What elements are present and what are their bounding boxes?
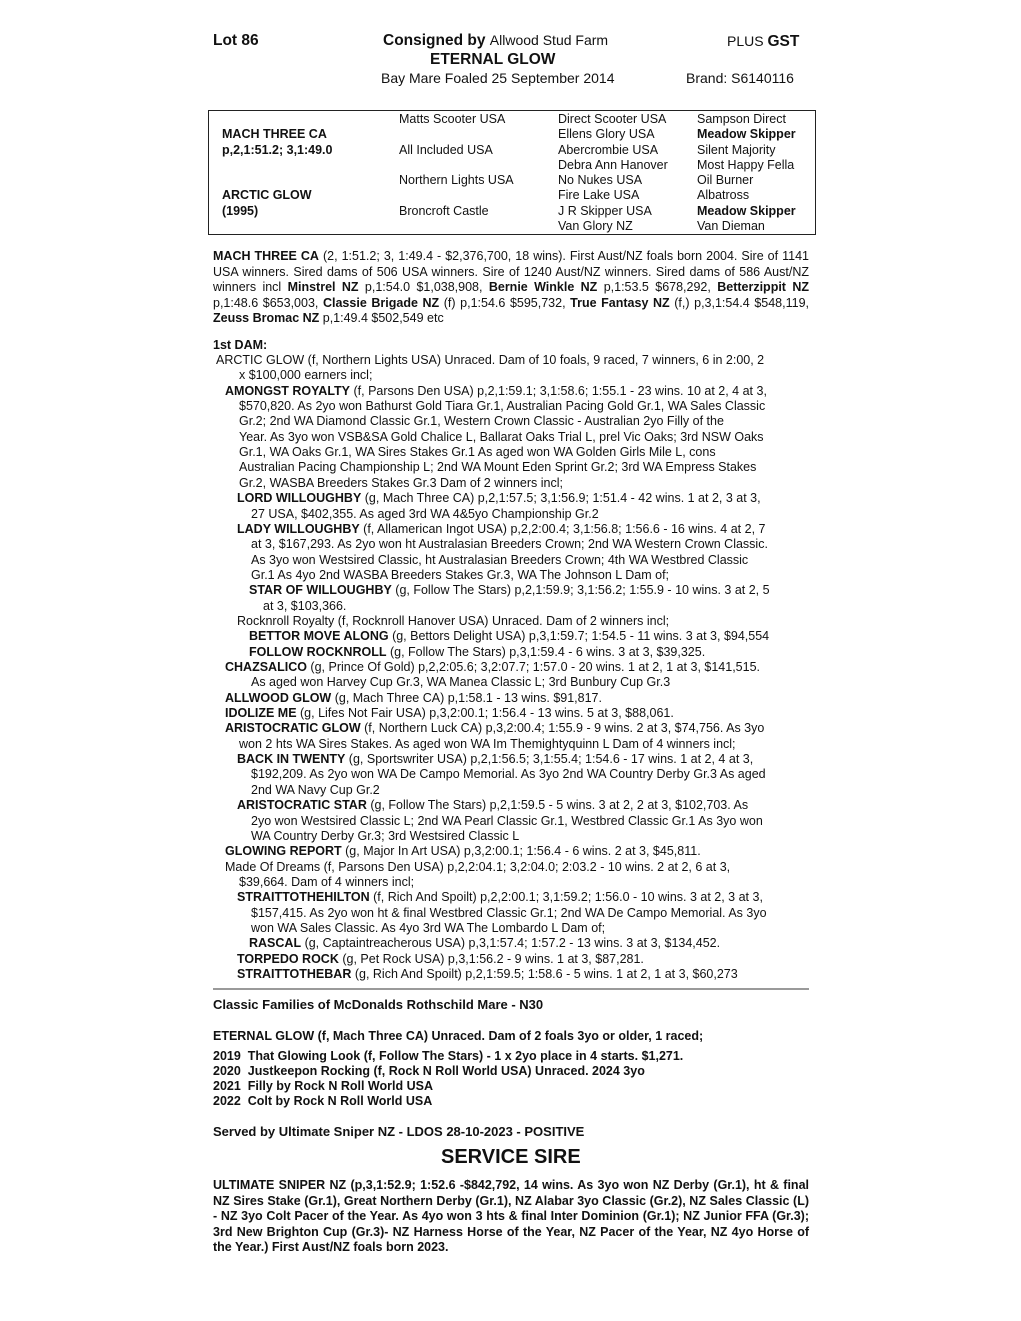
sire-text: (f) p,1:54.6 $595,732, [439, 295, 571, 310]
dam-line [251, 568, 669, 582]
gst-label: GST [767, 33, 800, 50]
pedigree-gen2: Northern Lights USA [399, 173, 514, 187]
progeny-year: 2019 [213, 1049, 241, 1063]
pedigree-dam-year: (1995) [222, 204, 259, 218]
progeny-text: That Glowing Look (f, Follow The Stars) - 1 x 2yo place in 4 starts. $1,271. [247, 1049, 684, 1063]
horse-name-bold: STAR OF WILLOUGHBY [249, 583, 392, 598]
pedigree-dam: ARCTIC GLOW [222, 188, 312, 202]
sire-text: p,1:49.4 $502,549 etc [319, 311, 444, 325]
dam-line-text: (g, Bettors Delight USA) p,3,1:59.7; 1:54.5 - 11 wins. 3 at 3, $94,554 [388, 629, 770, 644]
pedigree-gen2: Broncroft Castle [399, 204, 489, 218]
dam-line-text: As 3yo won Westsired Classic, ht Australasian Breeders Crown; 4th WA Westbred Classic [251, 552, 749, 567]
sire-text: (2, 1:51.2; 3, 1:49.4 - $2,376,700, 18 wins). First Aust/NZ foals born 2004. Sire of 1141 USA winners. Sired dams of 506 USA winners. Sire of 1240 Aust/NZ winners. Sired dams of 586 Aust/NZ winners incl [213, 249, 809, 294]
dam-line [237, 798, 748, 812]
dam-line [237, 752, 753, 766]
pedigree-gen3: Fire Lake USA [558, 188, 640, 202]
dam-line-text: As aged won Harvey Cup Gr.3, WA Manea Classic L; 3rd Bunbury Cup Gr.3 [251, 675, 671, 690]
dam-line [225, 706, 674, 720]
sire-highlight: True Fantasy NZ [570, 295, 670, 310]
pedigree-gen4: Van Dieman [697, 219, 765, 233]
dam-line [239, 414, 724, 428]
served-by: Served by Ultimate Sniper NZ - LDOS 28-10-2023 - POSITIVE [213, 1124, 585, 1139]
pedigree-gen3: Van Glory NZ [558, 219, 633, 233]
dam-line [239, 476, 563, 490]
dam-line [249, 629, 769, 643]
progeny-year: 2020 [213, 1064, 241, 1078]
dam-line [251, 507, 599, 521]
pedigree-gen3: Ellens Glory USA [558, 127, 655, 141]
dam-line-text: at 3, $167,293. As 2yo won ht Australasian Breeders Crown; 2nd WA Western Crown Classic. [251, 537, 768, 552]
foaled-info: Bay Mare Foaled 25 September 2014 [381, 70, 615, 86]
dam-line [239, 737, 736, 751]
dam-line-text: (g, Pet Rock USA) p,3,1:56.2 - 9 wins. 1 at 3, $87,281. [338, 951, 644, 966]
progeny-row [213, 1064, 645, 1078]
dam-line [216, 353, 764, 367]
sire-highlight: Zeuss Bromac NZ [213, 311, 320, 325]
pedigree-gen3: Direct Scooter USA [558, 112, 667, 126]
horse-name-bold: BETTOR MOVE ALONG [249, 629, 389, 644]
dam-line [251, 675, 670, 689]
dam-line-text: won 2 hts WA Sires Stakes. As aged won WA Im Themightyquinn L Dam of 4 winners incl; [239, 736, 736, 751]
horse-name-bold: STRAITTOTHEHILTON [237, 890, 370, 905]
dam-line-text: (g, Captaintreacherous USA) p,3,1:57.4; 1:57.2 - 13 wins. 3 at 3, $134,452. [301, 936, 721, 951]
progeny-text: Justkeepon Rocking (f, Rock N Roll World USA) Unraced. 2024 3yo [247, 1064, 645, 1078]
dam-line-text: (g, Follow The Stars) p,3,1:59.4 - 6 wins. 3 at 3, $39,325. [386, 644, 706, 659]
dam-line [237, 522, 765, 536]
horse-name-bold: ARISTOCRATIC STAR [237, 798, 367, 813]
dam-line-text: (g, Sportswriter USA) p,2,1:56.5; 3,1:55.4; 1:54.6 - 17 wins. 1 at 2, 4 at 3, [345, 752, 754, 767]
horse-name-bold: GLOWING REPORT [225, 844, 342, 859]
progeny-text: Colt by Rock N Roll World USA [247, 1094, 433, 1108]
sire-highlight: Bernie Winkle NZ [488, 280, 598, 294]
dam-line [225, 844, 701, 858]
dam-line-text: Made Of Dreams (f, Parsons Den USA) p,2,2:04.1; 3,2:04.0; 2:03.2 - 10 wins. 2 at 2, 6 at 3, [225, 859, 731, 874]
dam-line-text: $39,664. Dam of 4 winners incl; [239, 874, 415, 889]
sire-text: p,1:53.5 $678,292, [597, 280, 718, 294]
progeny-year: 2022 [213, 1094, 241, 1108]
dam-line-text: $192,209. As 2yo won WA De Campo Memorial. As 3yo 2nd WA Country Derby Gr.3 As aged [251, 767, 766, 782]
dam-line-text: (f, Rich And Spoilt) p,2,2:00.1; 3,1:59.2; 1:56.0 - 10 wins. 3 at 2, 3 at 3, [369, 890, 763, 905]
dam-line-text: Australian Pacing Championship L; 2nd WA Mount Eden Sprint Gr.2; 3rd WA Empress Stakes [239, 460, 757, 475]
dam-line [225, 860, 730, 874]
dam-line-text: Year. As 3yo won VSB&SA Gold Chalice L, Ballarat Oaks Trial L, prel Vic Oaks; 3rd NSW Oaks [239, 429, 764, 444]
dam-line-text: $157,415. As 2yo won ht & final Westbred Classic Gr.1; 2nd WA De Campo Memorial. As 3yo [251, 905, 767, 920]
dam-line-text: Gr.2, WASBA Breeders Stakes Gr.3 Dam of 2 winners incl; [239, 475, 563, 490]
sire-highlight: Minstrel NZ [287, 280, 359, 294]
dam-line-text: ARCTIC GLOW (f, Northern Lights USA) Unraced. Dam of 10 foals, 9 raced, 7 winners, 6 in 2:00, 2 [216, 353, 765, 367]
dam-line [251, 921, 605, 935]
horse-name-bold: STRAITTOTHEBAR [237, 967, 352, 981]
dam-line-text: (g, Follow The Stars) p,2,1:59.9; 3,1:56.2; 1:55.9 - 10 wins. 3 at 2, 5 [391, 583, 770, 598]
horse-name-bold: TORPEDO ROCK [237, 951, 339, 966]
pedigree-gen3: J R Skipper USA [558, 204, 652, 218]
dam-line [237, 967, 738, 981]
sire-paragraph [213, 249, 809, 327]
pedigree-gen4: Sampson Direct [697, 112, 786, 126]
pedigree-gen3: Abercrombie USA [558, 143, 659, 157]
dam-line-text: Gr.1 As 4yo 2nd WASBA Breeders Stakes Gr.3, WA The Johnson L Dam of; [251, 567, 670, 582]
horse-name-bold: ARISTOCRATIC GLOW [225, 721, 361, 736]
dam-line [237, 890, 763, 904]
dam-line [251, 814, 763, 828]
sire-highlight: Classie Brigade NZ [322, 295, 440, 310]
horse-name-bold: LADY WILLOUGHBY [237, 521, 360, 536]
dam-line-text: 2nd WA Navy Cup Gr.2 [251, 782, 380, 797]
dam-section-title: 1st DAM: [213, 338, 268, 352]
service-sire-text: ULTIMATE SNIPER NZ (p,3,1:52.9; 1:52.6 -$842,792, 14 wins. As 3yo won NZ Derby (Gr.1), ht & final NZ Sires Stake (Gr.1), Great Northern Derby (Gr.1), NZ Alabar 3yo Classic (Gr.2), NZ Sales Classic (L) - NZ 3yo Colt Pacer of the Year. As 4yo won 3 hts & final Inter Dominion (Gr.1); NZ Junior FFA (Gr.3); 3rd New Brighton Cup (Gr.3)- NZ Harness Horse of the Year, NZ Pacer of the Year, NZ 4yo Horse of the Year.) First Aust/NZ foals born 2023. [213, 1178, 809, 1254]
pedigree-gen3: No Nukes USA [558, 173, 643, 187]
consigned-by [383, 32, 608, 50]
dam-line [251, 783, 380, 797]
dam-line [237, 614, 669, 628]
dam-line [249, 936, 720, 950]
dam-line [251, 553, 748, 567]
lot-number: Lot 86 [213, 32, 259, 49]
plus-gst [727, 33, 799, 51]
dam-line [249, 583, 770, 597]
horse-name-bold: ALLWOOD GLOW [225, 690, 332, 705]
dam-line [239, 399, 765, 413]
dam-line [239, 445, 716, 459]
dam-line [225, 721, 764, 735]
classic-families: Classic Families of McDonalds Rothschild Mare - N30 [213, 997, 544, 1012]
dam-line-text: Gr.1, WA Oaks Gr.1, WA Sires Stakes Gr.1 As aged won WA Golden Girls Mile L, cons [239, 445, 716, 460]
sire-text: (f,) p,3,1:54.4 $548,119, [669, 295, 810, 310]
horse-name-bold: AMONGST ROYALTY [225, 383, 351, 398]
dam-line [225, 691, 602, 705]
sire-name: MACH THREE CA [213, 249, 319, 263]
dam-line-text: (g, Mach Three CA) p,2,1:57.5; 3,1:56.9; 1:51.4 - 42 wins. 1 at 2, 3 at 3, [361, 491, 761, 506]
consignor-name: Allwood Stud Farm [489, 32, 609, 48]
dam-line [249, 645, 705, 659]
consigned-label: Consigned by [383, 32, 486, 49]
dam-line [237, 491, 761, 505]
section-divider [213, 988, 809, 990]
dam-line [251, 767, 766, 781]
pedigree-sire: MACH THREE CA [222, 127, 327, 141]
horse-name-bold: BACK IN TWENTY [237, 752, 346, 767]
dam-line [239, 460, 756, 474]
sire-highlight: Betterzippit NZ [717, 280, 809, 294]
dam-line-text: (f, Parsons Den USA) p,2,1:59.1; 3,1:58.6; 1:55.1 - 23 wins. 10 at 2, 4 at 3, [350, 383, 767, 398]
dam-line-text: (f, Allamerican Ingot USA) p,2,2:00.4; 3,1:56.8; 1:56.6 - 16 wins. 4 at 2, 7 [359, 521, 766, 536]
pedigree-gen4: Most Happy Fella [697, 158, 795, 172]
pedigree-gen4: Oil Burner [697, 173, 754, 187]
dam-line-text: (g, Prince Of Gold) p,2,2:05.6; 3,2:07.7; 1:57.0 - 20 wins. 1 at 2, 1 at 3, $141,515. [306, 660, 761, 674]
horse-name: ETERNAL GLOW [430, 51, 556, 68]
pedigree-gen4: Meadow Skipper [697, 127, 796, 141]
service-sire-title: SERVICE SIRE [441, 1146, 581, 1168]
pedigree-gen4: Meadow Skipper [697, 204, 796, 218]
pedigree-gen4: Albatross [697, 188, 750, 202]
dam-line-text: 27 USA, $402,355. As aged 3rd WA 4&5yo Championship Gr.2 [251, 506, 599, 521]
dam-line-text: $570,820. As 2yo won Bathurst Gold Tiara Gr.1, Australian Pacing Gold Gr.1, WA Sales Classic [239, 399, 766, 414]
progeny-year: 2021 [213, 1079, 241, 1093]
dam-line-text: (g, Rich And Spoilt) p,2,1:59.5; 1:58.6 - 5 wins. 1 at 2, 1 at 3, $60,273 [351, 967, 738, 981]
pedigree-gen4: Silent Majority [697, 143, 776, 157]
dam-line-text: x $100,000 earners incl; [239, 368, 373, 383]
dam-line-text: (f, Northern Luck CA) p,3,2:00.4; 1:55.9 - 9 wins. 2 at 3, $74,756. As 3yo [360, 721, 765, 736]
dam-line-text: at 3, $103,366. [263, 598, 347, 613]
dam-line [225, 384, 767, 398]
mare-summary: ETERNAL GLOW (f, Mach Three CA) Unraced. Dam of 2 foals 3yo or older, 1 raced; [213, 1029, 704, 1043]
horse-name-bold: LORD WILLOUGHBY [237, 491, 362, 506]
progeny-text: Filly by Rock N Roll World USA [247, 1079, 433, 1093]
dam-line-text: (g, Follow The Stars) p,2,1:59.5 - 5 wins. 3 at 2, 2 at 3, $102,703. As [366, 798, 749, 813]
horse-name-bold: RASCAL [249, 936, 302, 951]
dam-line-text: won WA Sales Classic. As 4yo 3rd WA The Lombardo L Dam of; [251, 920, 606, 935]
progeny-row [213, 1049, 683, 1063]
pedigree-gen2: All Included USA [399, 143, 493, 157]
progeny-row [213, 1094, 432, 1108]
dam-line-text: Gr.2; 2nd WA Diamond Classic Gr.1, Western Crown Classic - Australian 2yo Filly of the [239, 414, 724, 429]
dam-line-text: Rocknroll Royalty (f, Rocknroll Hanover USA) Unraced. Dam of 2 winners incl; [237, 613, 670, 628]
dam-line-text: 2yo won Westsired Classic L; 2nd WA Pearl Classic Gr.1, Westbred Classic Gr.1 As 3yo won [251, 813, 763, 828]
brand: Brand: S6140116 [686, 70, 794, 86]
dam-line [263, 599, 346, 613]
sire-text: p,1:54.0 $1,038,908, [358, 280, 489, 294]
pedigree-gen3: Debra Ann Hanover [558, 158, 668, 172]
horse-name-bold: FOLLOW ROCKNROLL [249, 644, 387, 659]
horse-name-bold: IDOLIZE ME [225, 706, 297, 721]
pedigree-sire-record: p,2,1:51.2; 3,1:49.0 [222, 143, 333, 157]
dam-line-text: (g, Mach Three CA) p,1:58.1 - 13 wins. $91,817. [331, 690, 602, 705]
dam-line [239, 430, 764, 444]
dam-line [237, 952, 644, 966]
dam-line [225, 660, 760, 674]
dam-line [239, 875, 414, 889]
horse-name-bold: CHAZSALICO [225, 660, 307, 674]
plus-label: PLUS [727, 33, 764, 49]
sire-text: p,1:48.6 $653,003, [213, 295, 323, 310]
pedigree-gen2: Matts Scooter USA [399, 112, 506, 126]
dam-line [251, 906, 767, 920]
dam-line-text: (g, Major In Art USA) p,3,2:00.1; 1:56.4 - 6 wins. 2 at 3, $45,811. [341, 844, 701, 859]
dam-line [239, 368, 372, 382]
dam-line-text: (g, Lifes Not Fair USA) p,3,2:00.1; 1:56.4 - 13 wins. 5 at 3, $88,061. [296, 706, 674, 721]
progeny-row [213, 1079, 433, 1093]
dam-line [251, 537, 768, 551]
dam-line-text: WA Country Derby Gr.3; 3rd Westsired Classic L [251, 828, 520, 843]
dam-line [251, 829, 519, 843]
